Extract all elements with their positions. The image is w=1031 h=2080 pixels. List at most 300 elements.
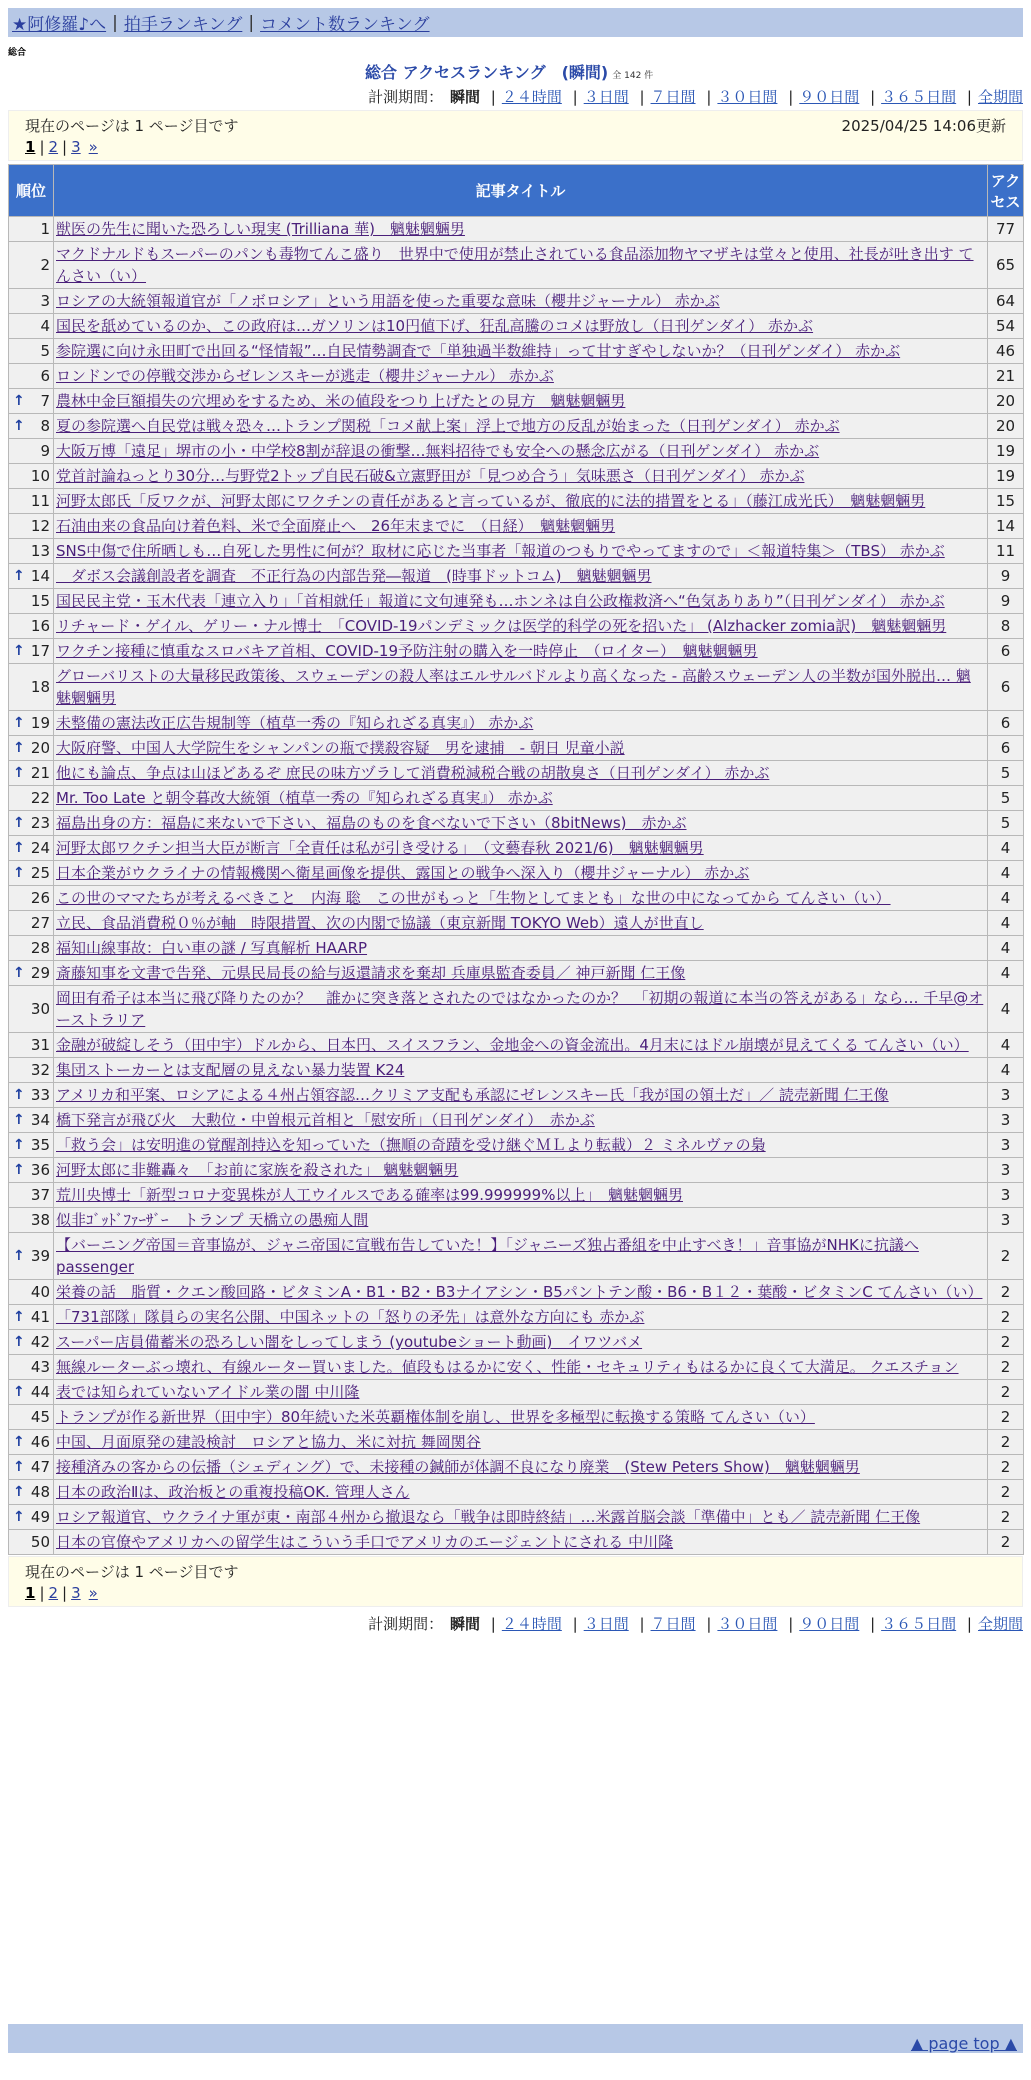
access-count: 2 (988, 1430, 1023, 1454)
rank-cell (9, 1208, 53, 1232)
footer-bar (8, 2024, 1023, 2053)
title-cell (54, 1108, 987, 1132)
table-row (9, 514, 1023, 538)
rank-number: 43 (30, 1358, 50, 1376)
access-count: 2 (988, 1455, 1023, 1479)
access-count: 11 (988, 539, 1023, 563)
table-row (9, 1233, 1023, 1279)
access-count: 2 (988, 1405, 1023, 1429)
table-row (9, 289, 1023, 313)
rank-cell (9, 242, 53, 288)
title-cell (54, 289, 987, 313)
article-title-link[interactable]: トランプが作る新世界（田中宇）80年続いた米英覇権体制を崩し、世界を多極型に転換する策略 てんさい（い） (56, 1408, 815, 1426)
access-count: 2 (988, 1330, 1023, 1354)
table-row (9, 364, 1023, 388)
rank-number: 1 (40, 220, 50, 238)
rank-up-arrow-icon: ↑ (13, 715, 25, 731)
rank-cell (9, 1355, 53, 1379)
rank-cell (9, 1108, 53, 1132)
page-2-link[interactable]: 2 (48, 138, 59, 156)
rank-number: 34 (30, 1111, 50, 1129)
page-top-link[interactable]: ▲ page top ▲ (910, 2034, 1017, 2053)
title-cell (54, 786, 987, 810)
article-title-link[interactable]: 国民を舐めているのか、この政府は…ガソリンは10円値下げ、狂乱高騰のコメは野放し（日刊ゲンダイ） 赤かぶ (56, 317, 814, 335)
rank-up-arrow-icon: ↑ (13, 1434, 25, 1450)
rank-number: 49 (30, 1508, 50, 1526)
rank-number: 5 (40, 342, 50, 360)
title-cell (54, 1058, 987, 1082)
title-cell (54, 639, 987, 663)
table-row (9, 1058, 1023, 1082)
title-cell (54, 1380, 987, 1404)
article-title-link[interactable]: グローバリストの大量移民政策後、スウェーデンの殺人率はエルサルバドルより高くなった - 高齢スウェーデン人の半数が国外脱出… 魑魅魍魎男 (56, 667, 971, 707)
pager-bottom: 現在のページは 1 ページ目です 1 | 2 | 3 » (8, 1556, 1023, 1607)
rank-cell (9, 1530, 53, 1554)
article-title-link[interactable]: 大阪府警、中国人大学院生をシャンパンの瓶で撲殺容疑 男を逮捕 - 朝日 児童小説 (56, 739, 625, 757)
article-title-link[interactable]: ロシアの大統領報道官が「ノボロシア」という用語を使った重要な意味（櫻井ジャーナル） 赤かぶ (56, 292, 720, 310)
table-row (9, 1330, 1023, 1354)
table-row (9, 836, 1023, 860)
rank-cell (9, 564, 53, 588)
rank-up-arrow-icon: ↑ (13, 865, 25, 881)
title-cell (54, 1305, 987, 1329)
table-row (9, 736, 1023, 760)
rank-up-arrow-icon: ↑ (13, 815, 25, 831)
article-title-link[interactable]: 農林中金巨額損失の穴埋めをするため、米の値段をつり上げたとの見方 魑魅魍魎男 (56, 392, 626, 410)
title-cell (54, 911, 987, 935)
rank-number: 36 (30, 1161, 50, 1179)
rank-up-arrow-icon: ↑ (13, 765, 25, 781)
article-title-link[interactable]: ワクチン接種に慎重なスロバキア首相、COVID-19予防注射の購入を一時停止 （ロイター） 魑魅魍魎男 (56, 642, 758, 660)
rank-cell (9, 1083, 53, 1107)
article-title-link[interactable]: 参院選に向け永田町で出回る“怪情報”…自民情勢調査で「単独過半数維持」って甘すぎやしないか？（日刊ゲンダイ） 赤かぶ (56, 342, 901, 360)
article-title-link[interactable]: マクドナルドもスーパーのパンも毒物てんこ盛り 世界中で使用が禁止されている食品添加物ヤマザキは堂々と使用、社長が吐き出す てんさい（い） (56, 245, 974, 285)
period-all-link[interactable]: 全期間 (977, 1615, 1023, 1633)
article-title-link[interactable]: 河野太郎ワクチン担当大臣が断言「全責任は私が引き受ける」 （文藝春秋 2021/6) 魑魅魍魎男 (56, 839, 704, 857)
nav-separator: | (248, 12, 255, 33)
table-row (9, 861, 1023, 885)
article-title-link[interactable]: スーパー店員備蓄米の恐ろしい闇をしってしまう (youtubeショート動画) イワツバメ (56, 1333, 643, 1351)
page-1-current: 1 (25, 138, 36, 156)
access-count: 19 (988, 439, 1023, 463)
pager-status: 現在のページは 1 ページ目です (25, 117, 239, 135)
rank-cell (9, 1280, 53, 1304)
table-row (9, 564, 1023, 588)
article-title-link[interactable]: ダボス会議創設者を調査 不正行為の内部告発―報道 (時事ドットコム) 魑魅魍魎男 (56, 567, 652, 585)
rank-number: 4 (40, 317, 50, 335)
title-cell (54, 1430, 987, 1454)
rank-cell (9, 639, 53, 663)
rank-number: 45 (30, 1408, 50, 1426)
rank-up-arrow-icon: ↑ (13, 1509, 25, 1525)
period-3d-link[interactable]: ３日間 (583, 88, 629, 106)
title-cell (54, 986, 987, 1032)
access-count: 21 (988, 364, 1023, 388)
period-current: 瞬間 (449, 1615, 480, 1633)
title-cell (54, 389, 987, 413)
access-count: 2 (988, 1505, 1023, 1529)
access-count: 54 (988, 314, 1023, 338)
title-cell (54, 364, 987, 388)
rank-cell (9, 514, 53, 538)
rank-cell (9, 1058, 53, 1082)
page-title-text: 総合 アクセスランキング (瞬間) (365, 63, 609, 82)
article-title-link[interactable]: 夏の参院選へ自民党は戦々恐々…トランプ関税「コメ献上案」浮上で地方の反乱が始まった（日刊ゲンダイ） 赤かぶ (56, 417, 840, 435)
rank-number: 39 (30, 1247, 50, 1265)
rank-cell (9, 1480, 53, 1504)
title-cell (54, 242, 987, 288)
title-cell (54, 314, 987, 338)
period-365d-link[interactable]: ３６５日間 (881, 1615, 957, 1633)
rank-cell (9, 314, 53, 338)
period-24h-link[interactable]: ２４時間 (501, 1615, 562, 1633)
rank-number: 2 (40, 256, 50, 274)
access-count: 2 (988, 1480, 1023, 1504)
title-cell (54, 1083, 987, 1107)
rank-cell (9, 1033, 53, 1057)
access-count: 5 (988, 761, 1023, 785)
article-title-link[interactable]: Mr. Too Late と朝令暮改大統領（植草一秀の『知られざる真実』） 赤かぶ (56, 789, 553, 807)
article-title-link[interactable]: 日本の官僚やアメリカへの留学生はこういう手口でアメリカのエージェントにされる 中川隆 (56, 1533, 674, 1551)
table-header-row (9, 165, 1023, 216)
period-7d-link[interactable]: ７日間 (650, 1615, 696, 1633)
rank-cell (9, 1455, 53, 1479)
access-count: 2 (988, 1305, 1023, 1329)
access-count: 9 (988, 564, 1023, 588)
title-cell (54, 1530, 987, 1554)
rank-number: 3 (40, 292, 50, 310)
rank-up-arrow-icon: ↑ (13, 840, 25, 856)
rank-number: 12 (30, 517, 50, 535)
article-title-link[interactable]: 斎藤知事を文書で告発、元県民局長の給与返還請求を棄却 兵庫県監査委員／ 神戸新聞 仁王像 (56, 964, 686, 982)
table-row (9, 1280, 1023, 1304)
rank-cell (9, 489, 53, 513)
article-title-link[interactable]: 福島出身の方：福島に来ないで下さい、福島のものを食べないで下さい（8bitNews) 赤かぶ (56, 814, 687, 832)
rank-cell (9, 1505, 53, 1529)
rank-number: 47 (30, 1458, 50, 1476)
article-title-link[interactable]: 金融が破綻しそう（田中宇）ドルから、日本円、スイスフラン、金地金への資金流出。4月末にはドル崩壊が見えてくる てんさい（い） (56, 1036, 969, 1054)
article-title-link[interactable]: 【バーニング帝国＝音事協が、ジャニ帝国に宣戦布告していた！】「ジャニーズ独占番組を中止すべき！」音事協がNHKに抗議へ passenger (56, 1236, 919, 1276)
rank-up-arrow-icon: ↑ (13, 1384, 25, 1400)
rank-cell (9, 936, 53, 960)
table-row (9, 1083, 1023, 1107)
article-title-link[interactable]: アメリカ和平案、ロシアによる４州占領容認…クリミア支配も承認にゼレンスキー氏「我が国の領土だ」／ 読売新聞 仁王像 (56, 1086, 889, 1104)
access-count: 2 (988, 1233, 1023, 1279)
table-row (9, 339, 1023, 363)
page-2-link[interactable]: 2 (48, 1584, 59, 1602)
article-title-link[interactable]: 党首討論ねっとり30分…与野党2トップ自民石破&立憲野田が「見つめ合う」気味悪さ（日刊ゲンダイ） 赤かぶ (56, 467, 805, 485)
access-count: 3 (988, 1083, 1023, 1107)
rank-number: 29 (30, 964, 50, 982)
rank-up-arrow-icon: ↑ (13, 740, 25, 756)
page-1-current: 1 (25, 1584, 36, 1602)
title-cell (54, 589, 987, 613)
table-row (9, 1455, 1023, 1479)
rank-cell (9, 664, 53, 710)
rank-number: 30 (30, 1000, 50, 1018)
period-label: 計測期間： (368, 1615, 444, 1633)
title-cell (54, 886, 987, 910)
article-title-link[interactable]: 中国、月面原発の建設検討 ロシアと協力、米に対抗 舞岡関谷 (56, 1433, 481, 1451)
rank-number: 19 (30, 714, 50, 732)
rank-up-arrow-icon: ↑ (13, 568, 25, 584)
title-cell (54, 1480, 987, 1504)
rank-cell (9, 811, 53, 835)
access-count: 15 (988, 489, 1023, 513)
table-row (9, 217, 1023, 241)
rank-cell (9, 439, 53, 463)
rank-up-arrow-icon: ↑ (13, 1112, 25, 1128)
rank-cell (9, 1380, 53, 1404)
access-count: 4 (988, 886, 1023, 910)
rank-cell (9, 1158, 53, 1182)
table-row (9, 539, 1023, 563)
period-selector-bottom: 計測期間： 瞬間 | ２４時間 | ３日間 | ７日間 | ３０日間 | ９０日間 | ３６５日間 | 全期間 (368, 1615, 1023, 1633)
article-title-link[interactable]: 福知山線事故：白い車の謎 / 写真解析 HAARP (56, 939, 368, 957)
article-title-link[interactable]: ロシア報道官、ウクライナ軍が東・南部４州から撤退なら「戦争は即時終結」…米露首脳会談「準備中」とも／ 読売新聞 仁王像 (56, 1508, 921, 1526)
rank-cell (9, 786, 53, 810)
article-title-link[interactable]: 荒川央博士「新型コロナ変異株が人工ウイルスである確率は99.999999%以上」 魑魅魍魎男 (56, 1186, 683, 1204)
rank-cell (9, 736, 53, 760)
article-title-link[interactable]: 河野太郎に非難轟々 「お前に家族を殺された」 魑魅魍魎男 (56, 1161, 459, 1179)
table-row (9, 1505, 1023, 1529)
access-count: 3 (988, 1133, 1023, 1157)
access-count: 4 (988, 961, 1023, 985)
article-title-link[interactable]: 大阪万博「遠足」堺市の小・中学校8割が辞退の衝撃…無料招待でも安全への懸念広がる（日刊ゲンダイ） 赤かぶ (56, 442, 820, 460)
table-row (9, 936, 1023, 960)
rank-number: 42 (30, 1333, 50, 1351)
rank-cell (9, 761, 53, 785)
rank-cell (9, 289, 53, 313)
access-count: 6 (988, 711, 1023, 735)
rank-number: 8 (40, 417, 50, 435)
access-count: 5 (988, 786, 1023, 810)
title-cell (54, 961, 987, 985)
access-count: 6 (988, 736, 1023, 760)
rank-cell (9, 339, 53, 363)
table-row (9, 1380, 1023, 1404)
article-title-link[interactable]: 表では知られていないアイドル業の闇 中川隆 (56, 1383, 360, 1401)
access-count: 2 (988, 1530, 1023, 1554)
rank-up-arrow-icon: ↑ (13, 1309, 25, 1325)
title-cell (54, 836, 987, 860)
table-row (9, 1108, 1023, 1132)
rank-number: 27 (30, 914, 50, 932)
article-title-link[interactable]: 他にも論点、争点は山ほどあるぞ 庶民の味方ヅラして消費税減税合戦の胡散臭さ（日刊ゲンダイ） 赤かぶ (56, 764, 770, 782)
rank-number: 40 (30, 1283, 50, 1301)
access-count: 4 (988, 836, 1023, 860)
rank-up-arrow-icon: ↑ (13, 1484, 25, 1500)
title-cell (54, 514, 987, 538)
table-row (9, 489, 1023, 513)
page-label: 総合 (8, 48, 27, 58)
article-title-link[interactable]: 栄養の話 脂質・クエン酸回路・ビタミンA・B1・B2・B3ナイアシン・B5パントテン酸・B6・B１２・葉酸・ビタミンC てんさい（い） (56, 1283, 983, 1301)
article-title-link[interactable]: ロンドンでの停戦交渉からゼレンスキーが逃走（櫻井ジャーナル） 赤かぶ (56, 367, 554, 385)
title-cell (54, 1505, 987, 1529)
title-cell (54, 1183, 987, 1207)
rank-cell (9, 1430, 53, 1454)
clap-ranking-link[interactable]: 拍手ランキング (123, 15, 243, 35)
rank-number: 22 (30, 789, 50, 807)
period-current: 瞬間 (449, 88, 480, 106)
access-header: アクセス (988, 165, 1023, 216)
table-row (9, 242, 1023, 288)
article-title-link[interactable]: 「731部隊」隊員らの実名公開、中国ネットの「怒りの矛先」は意外な方向にも 赤かぶ (56, 1308, 645, 1326)
period-90d-link[interactable]: ９０日間 (799, 1615, 860, 1633)
rank-number: 25 (30, 864, 50, 882)
table-row (9, 1405, 1023, 1429)
table-row (9, 1208, 1023, 1232)
rank-up-arrow-icon: ↑ (13, 1459, 25, 1475)
access-count: 4 (988, 936, 1023, 960)
title-cell (54, 1455, 987, 1479)
rank-number: 13 (30, 542, 50, 560)
table-row (9, 786, 1023, 810)
rank-number: 9 (40, 442, 50, 460)
rank-number: 15 (30, 592, 50, 610)
article-title-link[interactable]: SNS中傷で住所晒しも…自死した男性に何が？取材に応じた当事者「報道のつもりでやってますので」＜報道特集＞（TBS） 赤かぶ (56, 542, 945, 560)
rank-number: 18 (30, 678, 50, 696)
article-title-link[interactable]: 日本企業がウクライナの情報機関へ衛星画像を提供、露国との戦争へ深入り（櫻井ジャーナル） 赤かぶ (56, 864, 750, 882)
article-title-link[interactable]: 立民、食品消費税０％が軸 時限措置、次の内閣で協議（東京新聞 TOKYO Web）遠人が世直し (56, 914, 704, 932)
period-365d-link[interactable]: ３６５日間 (881, 88, 957, 106)
article-title-link[interactable]: 石油由来の食品向け着色料、米で全面廃止へ 26年末までに （日経） 魑魅魍魎男 (56, 517, 616, 535)
article-title-link[interactable]: 無線ルーターぶっ壊れ、有線ルーター買いました。値段もはるかに安く、性能・セキュリティもはるかに良くて大満足。 クエスチョン (56, 1358, 959, 1376)
updated-time: 2025/04/25 14:06更新 (841, 117, 1006, 135)
title-cell (54, 414, 987, 438)
next-page-link[interactable]: » (88, 138, 98, 156)
page-title (365, 60, 653, 83)
title-cell (54, 464, 987, 488)
table-row (9, 1530, 1023, 1554)
article-title-link[interactable]: 似非ｺﾞｯﾄﾞﾌｧｰｻﾞｰ トランプ 天橋立の愚痴人間 (56, 1211, 369, 1229)
page-3-link[interactable]: 3 (71, 1584, 81, 1602)
table-row (9, 414, 1023, 438)
table-row (9, 389, 1023, 413)
rank-cell (9, 1305, 53, 1329)
article-title-link[interactable]: 接種済みの客からの伝播（シェディング）で、未接種の鍼師が体調不良になり廃業 (Stew Peters Show) 魑魅魍魎男 (56, 1458, 860, 1476)
article-title-link[interactable]: 国民民主党・玉木代表「連立入り」「首相就任」報道に文句連発も…ホンネは自公政権救済へ“色気ありあり”（日刊ゲンダイ） 赤かぶ (56, 592, 945, 610)
title-cell (54, 1233, 987, 1279)
rank-number: 10 (30, 467, 50, 485)
access-count: 3 (988, 1108, 1023, 1132)
access-count: 5 (988, 811, 1023, 835)
rank-number: 20 (30, 739, 50, 757)
rank-number: 11 (30, 492, 50, 510)
rank-cell (9, 986, 53, 1032)
rank-cell (9, 1233, 53, 1279)
rank-cell (9, 886, 53, 910)
rank-up-arrow-icon: ↑ (13, 418, 25, 434)
rank-number: 16 (30, 617, 50, 635)
title-cell (54, 1208, 987, 1232)
next-page-link[interactable]: » (88, 1584, 98, 1602)
article-title-link[interactable]: 日本の政治Ⅱは、政治板との重複投稿OK. 管理人さん (56, 1483, 410, 1501)
rank-number: 28 (30, 939, 50, 957)
home-link[interactable]: ★阿修羅♪へ (12, 15, 107, 35)
period-selector-top: 計測期間： 瞬間 | ２４時間 | ３日間 | ７日間 | ３０日間 | ９０日間 | ３６５日間 | 全期間 (368, 88, 1023, 106)
title-cell (54, 339, 987, 363)
access-count: 4 (988, 861, 1023, 885)
article-title-link[interactable]: 獣医の先生に聞いた恐ろしい現実 (Trilliana 華) 魑魅魍魎男 (56, 220, 465, 238)
period-30d-link[interactable]: ３０日間 (717, 1615, 778, 1633)
table-row (9, 711, 1023, 735)
access-count: 19 (988, 464, 1023, 488)
nav-separator: | (112, 12, 118, 33)
period-3d-link[interactable]: ３日間 (583, 1615, 629, 1633)
rank-cell (9, 1330, 53, 1354)
access-count: 64 (988, 289, 1023, 313)
comment-ranking-link[interactable]: コメント数ランキング (260, 15, 430, 35)
period-all-link[interactable]: 全期間 (977, 88, 1023, 106)
access-count: 77 (988, 217, 1023, 241)
access-count: 9 (988, 589, 1023, 613)
period-90d-link[interactable]: ９０日間 (799, 88, 860, 106)
access-count: 20 (988, 414, 1023, 438)
title-cell (54, 564, 987, 588)
article-title-link[interactable]: リチャード・ゲイル、ゲリー・ナル博士 「COVID-19パンデミックは医学的科学の死を招いた」 (Alzhacker zomia訳) 魑魅魍魎男 (56, 617, 947, 635)
title-cell (54, 761, 987, 785)
period-7d-link[interactable]: ７日間 (650, 88, 696, 106)
table-row (9, 589, 1023, 613)
table-row (9, 1355, 1023, 1379)
title-cell (54, 1133, 987, 1157)
total-count: 全 142 件 (612, 71, 654, 81)
article-title-link[interactable]: 河野太郎氏「反ワクが、河野太郎にワクチンの責任があると言っているが、徹底的に法的措置をとる」（藤江成光氏） 魑魅魍魎男 (56, 492, 926, 510)
rank-number: 32 (30, 1061, 50, 1079)
table-row (9, 811, 1023, 835)
access-count: 6 (988, 639, 1023, 663)
rank-number: 50 (30, 1533, 50, 1551)
period-label: 計測期間： (368, 88, 444, 106)
rank-cell (9, 614, 53, 638)
page-3-link[interactable]: 3 (71, 138, 81, 156)
title-cell (54, 811, 987, 835)
rank-up-arrow-icon: ↑ (13, 1248, 25, 1264)
period-30d-link[interactable]: ３０日間 (717, 88, 778, 106)
rank-number: 21 (30, 764, 50, 782)
title-cell (54, 861, 987, 885)
rank-cell (9, 464, 53, 488)
article-title-link[interactable]: 集団ストーカーとは支配層の見えない暴力装置 K24 (56, 1061, 405, 1079)
article-title-link[interactable]: 岡田有希子は本当に飛び降りたのか？ 誰かに突き落とされたのではなかったのか？ 「初期の報道に本当の答えがある」なら… 千早@オーストラリア (56, 989, 984, 1029)
rank-number: 14 (30, 567, 50, 585)
period-24h-link[interactable]: ２４時間 (501, 88, 562, 106)
rank-number: 41 (30, 1308, 50, 1326)
article-title-link[interactable]: 未整備の憲法改正広告規制等（植草一秀の『知られざる真実』） 赤かぶ (56, 714, 534, 732)
rank-number: 23 (30, 814, 50, 832)
title-cell (54, 736, 987, 760)
table-row (9, 886, 1023, 910)
access-count: 65 (988, 242, 1023, 288)
article-title-link[interactable]: 橋下発言が飛び火 大勲位・中曽根元首相と「慰安所」（日刊ゲンダイ） 赤かぶ (56, 1111, 595, 1129)
rank-cell (9, 217, 53, 241)
table-row (9, 1133, 1023, 1157)
table-row (9, 1430, 1023, 1454)
pager-status: 現在のページは 1 ページ目です (25, 1563, 239, 1581)
article-title-link[interactable]: この世のママたちが考えるべきこと 内海 聡 この世がもっと「生物としてまとも」な世の中になってから てんさい（い） (56, 889, 891, 907)
rank-up-arrow-icon: ↑ (13, 1334, 25, 1350)
access-count: 3 (988, 1158, 1023, 1182)
title-header: 記事タイトル (54, 165, 987, 216)
rank-number: 26 (30, 889, 50, 907)
access-count: 46 (988, 339, 1023, 363)
access-count: 4 (988, 1058, 1023, 1082)
article-title-link[interactable]: 「救う会」は安明進の覚醒剤持込を知っていた（撫順の奇蹟を受け継ぐＭＬより転載）２ ミネルヴァの梟 (56, 1136, 766, 1154)
title-cell (54, 614, 987, 638)
table-row (9, 314, 1023, 338)
title-cell (54, 1033, 987, 1057)
